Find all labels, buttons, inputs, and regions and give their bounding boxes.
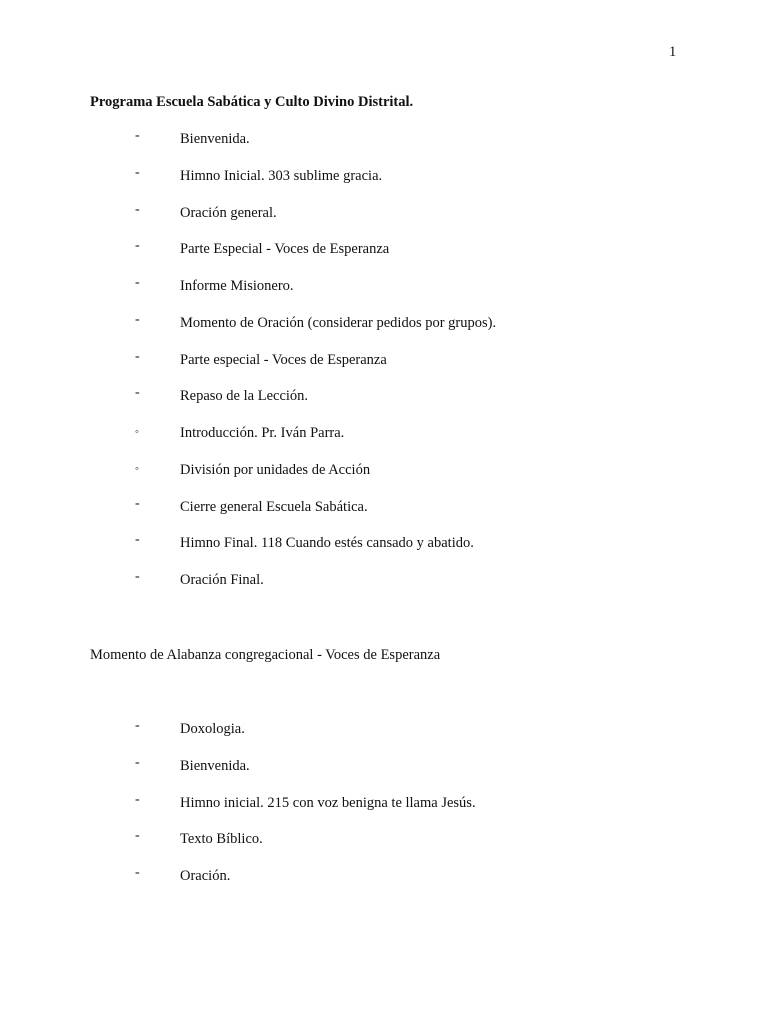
list-item-text: Repaso de la Lección. (180, 388, 309, 405)
list-item-text: Bienvenida. (180, 131, 250, 147)
dash-bullet: - (135, 495, 140, 511)
alabanza-heading: Momento de Alabanza congregacional - Voces de Esperanza (90, 647, 441, 663)
dash-bullet: - (135, 718, 140, 733)
circle-bullet: ◦ (135, 426, 139, 438)
dash-bullet: - (135, 754, 140, 770)
list-item-text: Cierre general Escuela Sabática. (180, 498, 368, 515)
dash-bullet: - (135, 164, 140, 180)
dash-bullet: - (135, 238, 140, 254)
list-item-text: Himno Final. 118 Cuando estés cansado y abatido. (180, 535, 474, 552)
dash-bullet: - (135, 128, 140, 143)
page-number: 1 (669, 44, 677, 60)
list-item-text: Bienvenida. (180, 757, 250, 774)
list-item-text: Informe Misionero. (180, 278, 294, 294)
dash-bullet: - (135, 532, 140, 548)
document-title: Programa Escuela Sabática y Culto Divino Distrital. (90, 94, 414, 110)
dash-bullet: - (135, 828, 140, 844)
list-item-text: Oración general. (180, 204, 277, 221)
circle-bullet: ◦ (135, 462, 139, 475)
dash-bullet: - (135, 385, 140, 401)
list-item-text: Texto Bíblico. (180, 831, 263, 848)
dash-bullet: - (135, 791, 140, 807)
list-item-text: Parte Especial - Voces de Esperanza (180, 241, 390, 258)
dash-bullet: - (135, 201, 140, 217)
list-item-text: Parte especial - Voces de Esperanza (180, 351, 387, 368)
dash-bullet: - (135, 865, 140, 880)
list-item-text: División por unidades de Acción (180, 461, 371, 478)
list-item-text: Himno Inicial. 303 sublime gracia. (180, 167, 383, 184)
list-item-text: Momento de Oración (considerar pedidos por grupos). (180, 314, 497, 331)
dash-bullet: - (135, 275, 140, 290)
list-item-text: Introducción. Pr. Iván Parra. (180, 425, 345, 441)
list-item-text: Oración Final. (180, 572, 264, 588)
list-item-text: Oración. (180, 868, 231, 884)
list-item-text: Doxologia. (180, 721, 245, 737)
dash-bullet: - (135, 348, 140, 364)
dash-bullet: - (135, 311, 140, 327)
dash-bullet: - (135, 569, 140, 584)
list-item-text: Himno inicial. 215 con voz benigna te llama Jesús. (180, 794, 476, 811)
